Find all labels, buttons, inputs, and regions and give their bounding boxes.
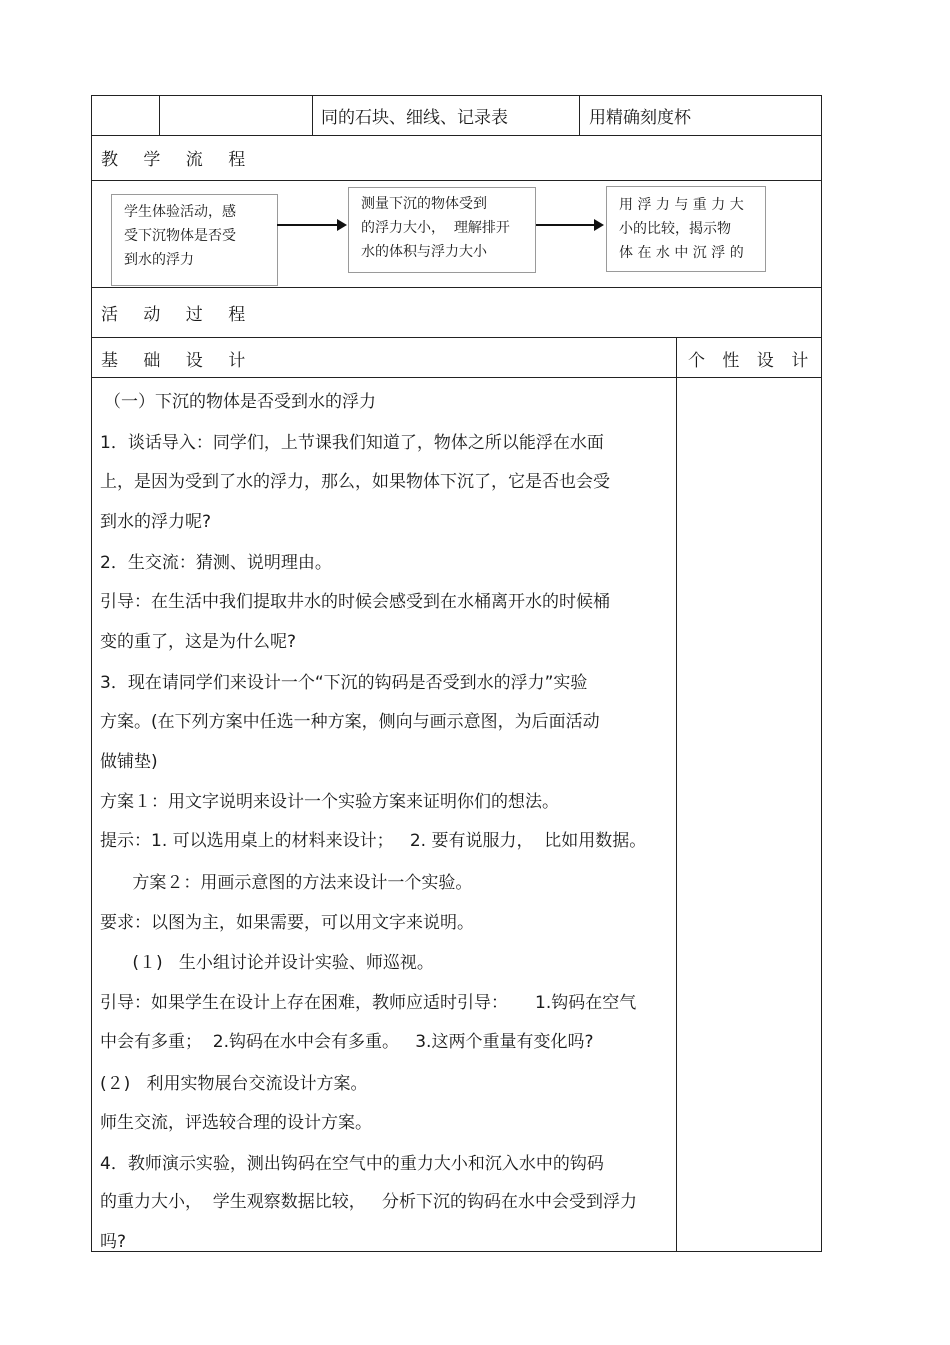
materials-cell: 同的石块、细线、记录表 (321, 108, 508, 128)
column-divider (676, 337, 677, 1252)
row-divider-3 (91, 287, 822, 288)
table-top-border (91, 95, 822, 96)
flow-step-3-line-1: 用 浮 力 与 重 力 大 (619, 197, 744, 213)
top-row-divider-a (159, 95, 160, 136)
flow-step-1-line-3: 到水的浮力 (124, 252, 194, 268)
flow-step-3-line-2: 小的比较，揭示物 (619, 221, 731, 237)
content-line-8: 3．现在请同学们来设计一个“下沉的钩码是否受到水的浮力”实验 (100, 673, 588, 693)
content-line-20: 4．教师演示实验，测出钩码在空气中的重力大小和沉入水中的钩码 (100, 1154, 604, 1174)
content-line-14: 要求：以图为主，如果需要，可以用文字来说明。 (100, 913, 474, 933)
content-line-2: 1．谈话导入：同学们，上节课我们知道了，物体之所以能浮在水面 (100, 433, 604, 453)
top-row-divider-b (312, 95, 313, 136)
teaching-flow-heading: 教 学 流 程 (101, 150, 256, 170)
basic-design-header: 基 础 设 计 (101, 351, 256, 371)
flow-step-2-line-1: 测量下沉的物体受到 (361, 196, 487, 212)
content-line-10: 做铺垫) (100, 752, 158, 772)
content-line-9: 方案。(在下列方案中任选一种方案，侧向与画示意图，为后面活动 (100, 712, 600, 732)
flow-arrow-1 (277, 224, 345, 226)
content-line-3: 上，是因为受到了水的浮力，那么，如果物体下沉了，它是否也会受 (100, 472, 610, 492)
row-divider-2 (91, 180, 822, 181)
flow-step-2-line-3: 水的体积与浮力大小 (361, 244, 487, 260)
content-line-15: (１) 生小组讨论并设计实验、师巡视。 (100, 953, 434, 973)
flow-step-2 (348, 187, 536, 273)
content-line-1: （一）下沉的物体是否受到水的浮力 (104, 392, 376, 412)
content-line-13: 方案２：用画示意图的方法来设计一个实验。 (100, 873, 473, 893)
content-line-16: 引导：如果学生在设计上存在困难，教师应适时引导： 1.钩码在空气 (100, 993, 637, 1013)
row-divider-1 (91, 135, 822, 136)
content-line-5: 2．生交流：猜测、说明理由。 (100, 553, 332, 573)
content-line-17: 中会有多重； 2.钩码在水中会有多重。 3.这两个重量有变化吗? (100, 1032, 594, 1052)
row-divider-5 (91, 377, 822, 378)
top-row-divider-c (579, 95, 580, 136)
flow-step-2-line-2: 的浮力大小， 理解排开 (361, 220, 510, 236)
note-cell: 用精确刻度杯 (589, 108, 691, 128)
activity-heading: 活 动 过 程 (101, 305, 256, 325)
flow-arrow-2 (536, 224, 602, 226)
content-line-11: 方案１：用文字说明来设计一个实验方案来证明你们的想法。 (100, 792, 559, 812)
flow-step-1-line-1: 学生体验活动，感 (124, 204, 236, 220)
flow-step-3-line-3: 体 在 水 中 沉 浮 的 (619, 245, 744, 261)
row-divider-4 (91, 337, 822, 338)
flow-step-1-line-2: 受下沉物体是否受 (124, 228, 236, 244)
flow-step-3 (606, 186, 766, 272)
content-line-19: 师生交流，评选较合理的设计方案。 (100, 1113, 372, 1133)
content-line-6: 引导：在生活中我们提取井水的时候会感受到在水桶离开水的时候桶 (100, 592, 610, 612)
content-line-7: 变的重了，这是为什么呢? (100, 632, 297, 652)
flow-step-1 (111, 194, 278, 286)
content-line-18: (２) 利用实物展台交流设计方案。 (100, 1074, 368, 1094)
content-line-4: 到水的浮力呢? (100, 512, 212, 532)
content-line-21: 的重力大小， 学生观察数据比较， 分析下沉的钩码在水中会受到浮力 (100, 1192, 638, 1212)
table-right-border (821, 95, 822, 1252)
table-bottom-border (91, 1251, 822, 1252)
personal-design-header: 个 性 设 计 (688, 351, 815, 371)
table-left-border (91, 95, 92, 1252)
content-line-22: 吗? (100, 1232, 127, 1252)
content-line-12: 提示：1. 可以选用桌上的材料来设计； 2. 要有说服力， 比如用数据。 (100, 831, 647, 851)
